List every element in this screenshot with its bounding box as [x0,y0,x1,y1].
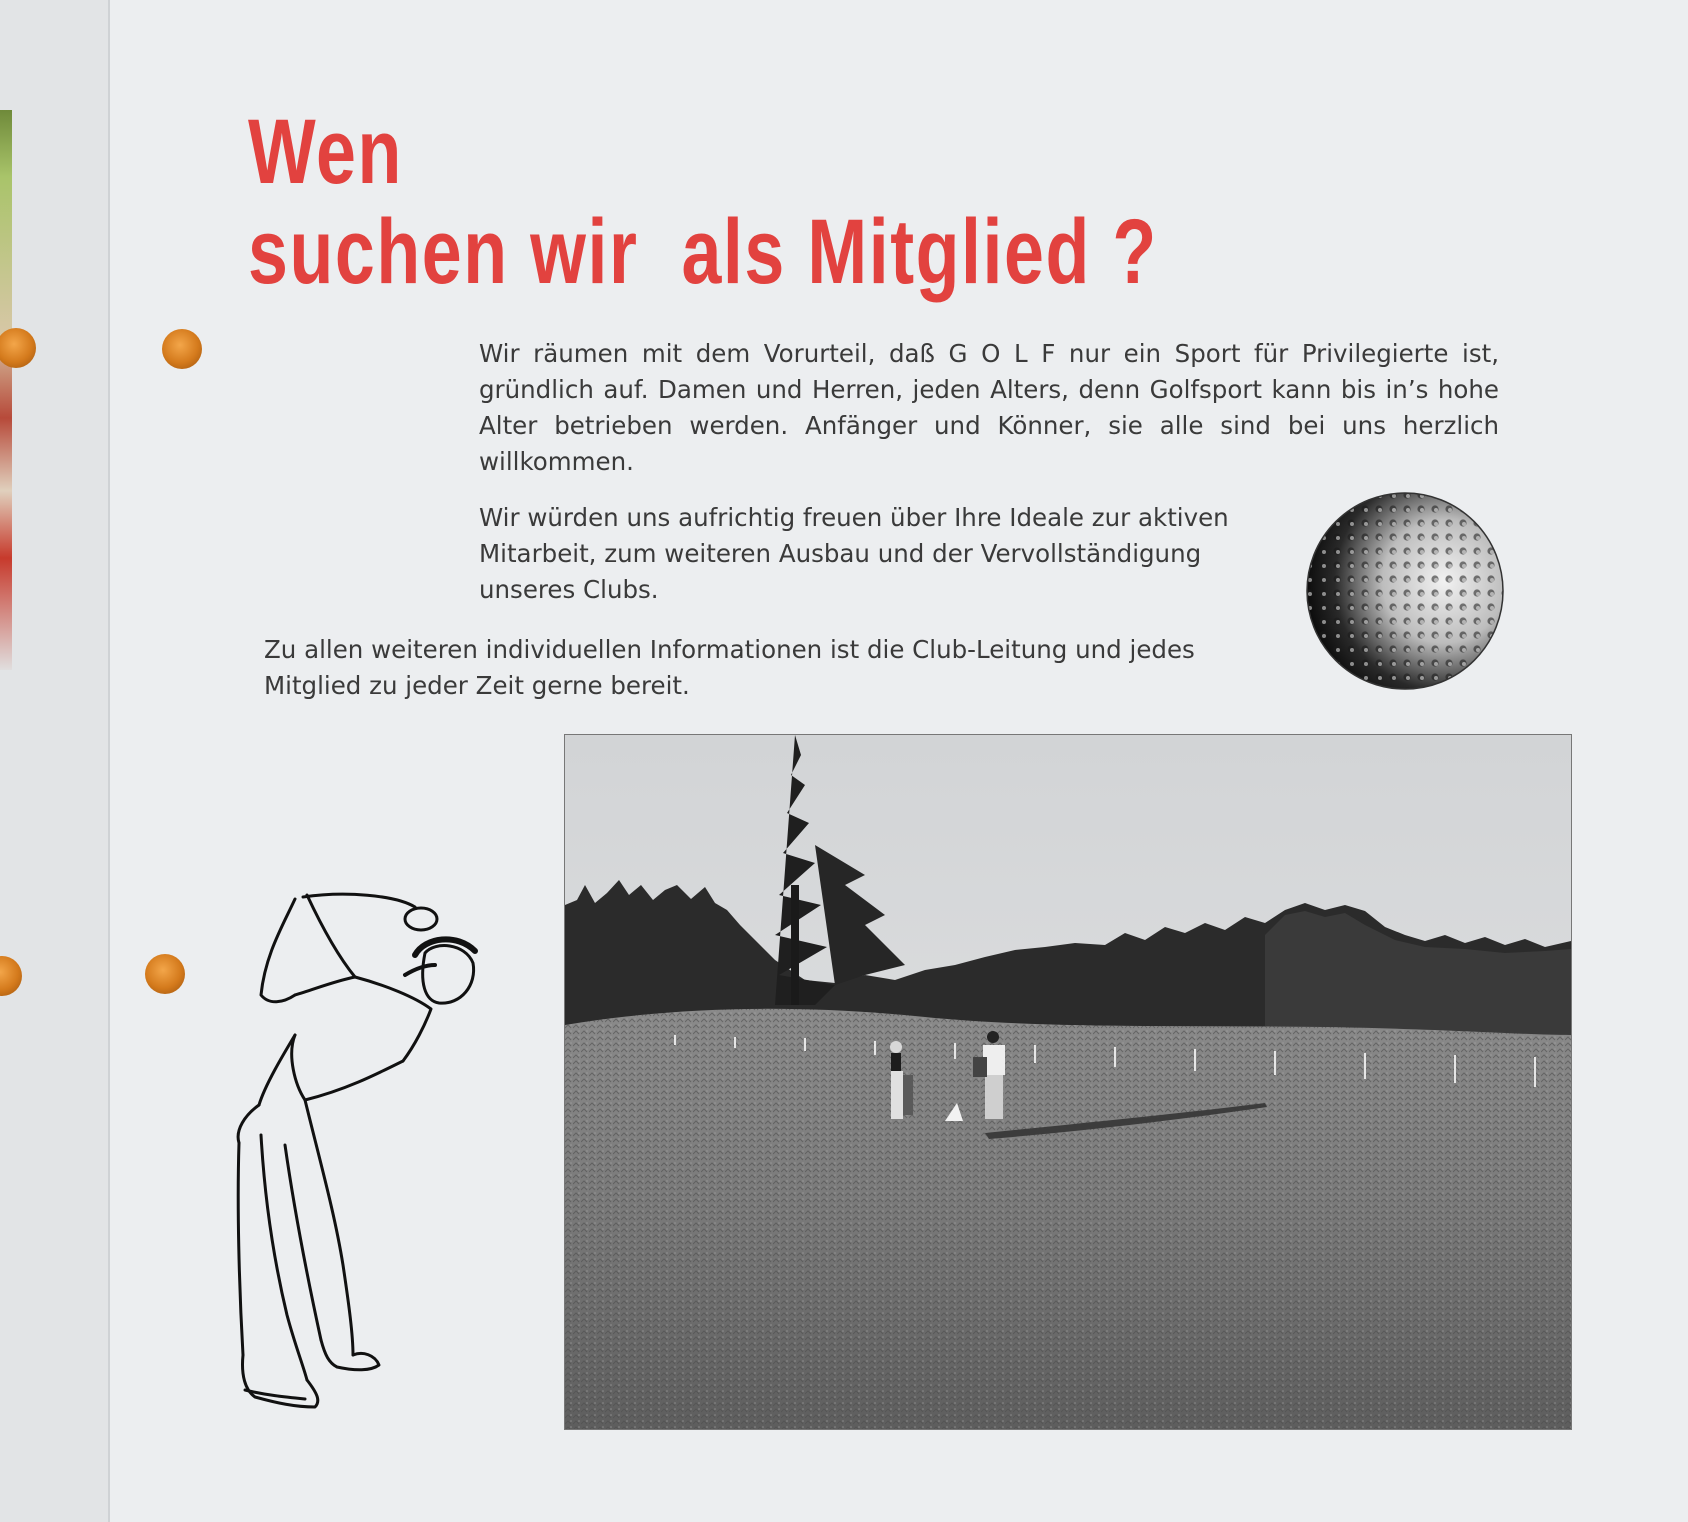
punch-hole-lower [145,954,185,994]
intro-paragraph: Wir räumen mit dem Vorurteil, daß G O L F nur ein Sport für Privilegierte ist, gründlich auf. Damen und Herren, jeden Alters, denn Golfsport kann bis in’s hohe Alter betrieben werden. Anfänger und Könner, sie alle sind bei uns herzlich willkommen. [479,339,1499,476]
contact-paragraph: Zu allen weiteren individuellen Informationen ist die Club-Leitung und jedes Mitglied zu jeder Zeit gerne bereit. [264,635,1195,700]
golfer-line-drawing [225,885,515,1425]
headline-line-2: suchen wir als Mitglied ? [248,201,1158,303]
golf-course-photo [564,734,1572,1430]
membership-paragraph: Wir würden uns aufrichtig freuen über Ihre Ideale zur aktiven Mitarbeit, zum weiteren Ausbau und der Vervollständigung unseres Clubs. [479,503,1229,604]
punch-hole-upper [162,329,202,369]
left-page-photo-edge [0,110,12,670]
headline-line-1: Wen [248,101,403,203]
page-headline [248,102,1158,302]
golf-ball-illustration [1302,488,1508,694]
left-facing-page [0,0,110,1522]
